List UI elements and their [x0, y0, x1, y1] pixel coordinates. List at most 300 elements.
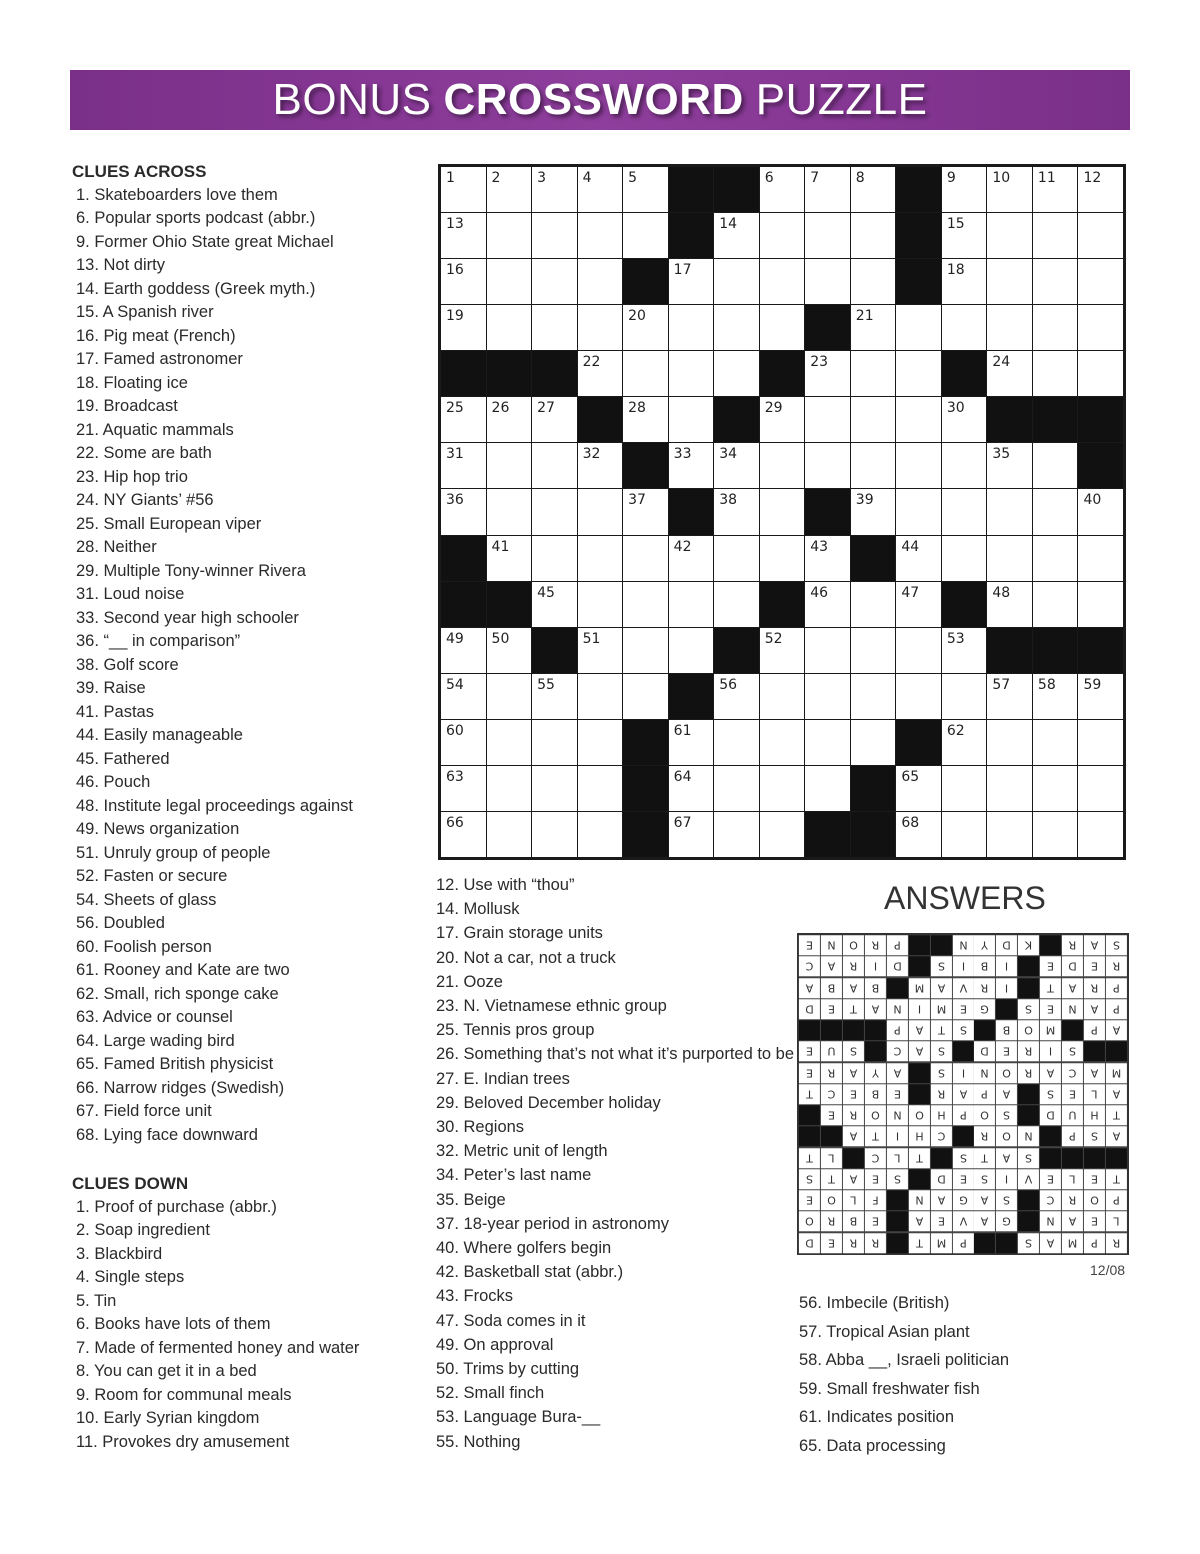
cell-number: 4 — [582, 170, 592, 186]
grid-cell[interactable] — [487, 443, 532, 488]
grid-cell-black — [1033, 628, 1078, 673]
clue-item: 60. Foolish person — [76, 937, 212, 956]
date-label: 12/08 — [1090, 1262, 1126, 1278]
grid-cell-black — [532, 628, 577, 673]
grid-cell[interactable] — [987, 812, 1032, 857]
grid-cell[interactable] — [714, 489, 759, 534]
answer-cell: A — [799, 978, 820, 998]
grid-cell[interactable] — [851, 582, 896, 627]
grid-cell[interactable] — [851, 720, 896, 765]
grid-cell[interactable] — [987, 720, 1032, 765]
grid-cell[interactable] — [987, 443, 1032, 488]
grid-cell[interactable] — [805, 720, 850, 765]
grid-cell[interactable] — [896, 674, 941, 719]
grid-cell[interactable] — [896, 443, 941, 488]
grid-cell[interactable] — [942, 674, 987, 719]
answer-cell: C — [1062, 1063, 1083, 1083]
grid-cell[interactable] — [1078, 489, 1123, 534]
grid-cell[interactable] — [942, 213, 987, 258]
grid-cell[interactable] — [532, 489, 577, 534]
grid-cell[interactable] — [714, 720, 759, 765]
cell-number: 5 — [628, 170, 638, 186]
grid-cell[interactable] — [942, 812, 987, 857]
grid-cell-black — [532, 351, 577, 396]
grid-cell[interactable] — [942, 397, 987, 442]
grid-cell[interactable] — [532, 213, 577, 258]
cell-number: 64 — [673, 768, 692, 785]
grid-cell[interactable] — [441, 397, 486, 442]
cell-number: 3 — [537, 170, 546, 186]
answer-cell: P — [1106, 1190, 1127, 1210]
grid-cell[interactable] — [760, 812, 805, 857]
grid-cell[interactable] — [441, 674, 486, 719]
grid-cell[interactable] — [623, 674, 668, 719]
cell-number: 27 — [537, 400, 555, 417]
answer-cell: E — [887, 1084, 908, 1104]
cell-number: 25 — [446, 400, 464, 417]
answer-cell: I — [953, 1063, 974, 1083]
grid-cell[interactable] — [805, 674, 850, 719]
answer-cell: I — [865, 956, 886, 976]
grid-cell[interactable] — [1078, 766, 1123, 811]
grid-cell[interactable] — [805, 443, 850, 488]
answer-cell: M — [1062, 1233, 1083, 1253]
grid-cell[interactable] — [441, 489, 486, 534]
grid-cell[interactable] — [760, 628, 805, 673]
answer-cell: P — [953, 1105, 974, 1125]
grid-cell[interactable] — [1033, 167, 1078, 212]
grid-cell[interactable] — [714, 259, 759, 304]
answer-cell-black — [799, 1020, 820, 1040]
grid-cell[interactable] — [987, 351, 1032, 396]
grid-cell[interactable] — [1078, 259, 1123, 304]
clue-item: 64. Large wading bird — [76, 1031, 235, 1050]
grid-cell[interactable] — [805, 536, 850, 581]
grid-cell[interactable] — [487, 674, 532, 719]
answers-title: ANSWERS — [884, 880, 1046, 916]
answer-cell: S — [1084, 1126, 1105, 1146]
grid-cell[interactable] — [1033, 213, 1078, 258]
grid-cell[interactable] — [441, 628, 486, 673]
grid-cell[interactable] — [487, 812, 532, 857]
grid-cell[interactable] — [1033, 674, 1078, 719]
answer-cell: R — [843, 1233, 864, 1253]
answer-cell: E — [865, 1211, 886, 1231]
answer-cell: A — [843, 1126, 864, 1146]
grid-cell[interactable] — [441, 443, 486, 488]
clue-item: 50. Trims by cutting — [436, 1360, 580, 1379]
grid-cell[interactable] — [760, 397, 805, 442]
grid-cell[interactable] — [896, 812, 941, 857]
clue-item: 14. Earth goddess (Greek myth.) — [76, 279, 316, 298]
grid-cell[interactable] — [805, 628, 850, 673]
answer-cell-black — [865, 1020, 886, 1040]
answer-cell: F — [865, 1190, 886, 1210]
grid-cell[interactable] — [487, 305, 532, 350]
answer-cell: D — [996, 935, 1017, 955]
grid-cell[interactable] — [851, 259, 896, 304]
grid-cell[interactable] — [623, 489, 668, 534]
grid-cell-black — [623, 259, 668, 304]
answer-cell: A — [974, 1190, 995, 1210]
answer-cell: O — [799, 1211, 820, 1231]
grid-cell[interactable] — [942, 305, 987, 350]
clue-item: 29. Beloved December holiday — [436, 1093, 661, 1112]
grid-cell[interactable] — [942, 167, 987, 212]
cell-number: 55 — [537, 676, 555, 693]
grid-cell[interactable] — [669, 812, 714, 857]
answer-cell-black — [996, 999, 1017, 1019]
grid-cell[interactable] — [1033, 812, 1078, 857]
grid-cell[interactable] — [532, 812, 577, 857]
cell-number: 30 — [946, 400, 965, 417]
answer-cell: N — [1062, 999, 1083, 1019]
grid-cell[interactable] — [714, 351, 759, 396]
grid-cell[interactable] — [1033, 766, 1078, 811]
grid-cell[interactable] — [942, 536, 987, 581]
grid-cell[interactable] — [578, 674, 623, 719]
answer-cell-black — [996, 1233, 1017, 1253]
grid-cell[interactable] — [441, 213, 486, 258]
answer-cell: E — [843, 1084, 864, 1104]
grid-cell[interactable] — [896, 351, 941, 396]
grid-cell[interactable] — [669, 766, 714, 811]
clue-item: 52. Fasten or secure — [76, 867, 228, 885]
grid-cell[interactable] — [487, 213, 532, 258]
clue-item: 48. Institute legal proceedings against — [76, 796, 354, 815]
answer-cell-black — [1040, 935, 1061, 955]
grid-cell-black — [805, 305, 850, 350]
answer-cell: S — [1062, 1041, 1083, 1061]
grid-cell[interactable] — [1078, 812, 1123, 857]
grid-cell[interactable] — [1078, 582, 1123, 627]
grid-cell[interactable] — [1033, 582, 1078, 627]
grid-cell-black — [714, 397, 759, 442]
grid-cell[interactable] — [896, 536, 941, 581]
grid-cell[interactable] — [1033, 720, 1078, 765]
clue-item: 45. Fathered — [76, 749, 170, 768]
grid-cell[interactable] — [851, 628, 896, 673]
grid-cell[interactable] — [669, 443, 714, 488]
grid-cell[interactable] — [623, 628, 668, 673]
clues-down-list-1 — [72, 1196, 359, 1455]
grid-cell[interactable] — [578, 766, 623, 811]
grid-cell-black — [1078, 397, 1123, 442]
grid-cell[interactable] — [487, 167, 532, 212]
answer-cell: A — [1084, 999, 1105, 1019]
grid-cell[interactable] — [1033, 443, 1078, 488]
grid-cell[interactable] — [760, 766, 805, 811]
grid-cell[interactable] — [851, 443, 896, 488]
answer-cell: E — [1084, 956, 1105, 976]
grid-cell[interactable] — [851, 397, 896, 442]
grid-cell[interactable] — [760, 720, 805, 765]
grid-cell[interactable] — [942, 628, 987, 673]
grid-cell[interactable] — [987, 259, 1032, 304]
answer-cell: I — [953, 956, 974, 976]
grid-cell[interactable] — [532, 766, 577, 811]
answer-cell: N — [953, 935, 974, 955]
grid-cell-black — [1033, 397, 1078, 442]
answer-cell-black — [1018, 956, 1039, 976]
grid-cell[interactable] — [487, 397, 532, 442]
clue-item: 34. Peter’s last name — [436, 1166, 592, 1185]
answer-cell-black — [887, 978, 908, 998]
grid-cell[interactable] — [441, 720, 486, 765]
grid-cell[interactable] — [805, 582, 850, 627]
grid-cell[interactable] — [532, 674, 577, 719]
grid-cell[interactable] — [851, 213, 896, 258]
grid-cell[interactable] — [578, 351, 623, 396]
grid-cell[interactable] — [1078, 720, 1123, 765]
grid-cell[interactable] — [805, 259, 850, 304]
answer-cell-black — [909, 935, 930, 955]
grid-cell[interactable] — [1033, 489, 1078, 534]
grid-cell[interactable] — [532, 397, 577, 442]
grid-cell[interactable] — [760, 489, 805, 534]
answer-cell: E — [799, 1190, 820, 1210]
grid-cell[interactable] — [987, 766, 1032, 811]
grid-cell[interactable] — [578, 443, 623, 488]
grid-cell[interactable] — [441, 259, 486, 304]
grid-cell[interactable] — [669, 582, 714, 627]
grid-cell[interactable] — [487, 766, 532, 811]
grid-cell[interactable] — [851, 305, 896, 350]
grid-cell[interactable] — [1078, 536, 1123, 581]
grid-cell[interactable] — [578, 167, 623, 212]
grid-cell[interactable] — [714, 305, 759, 350]
answer-cell: E — [821, 999, 842, 1019]
grid-cell[interactable] — [942, 443, 987, 488]
answer-cell: T — [974, 1148, 995, 1168]
cell-number: 41 — [491, 538, 510, 555]
grid-cell[interactable] — [760, 305, 805, 350]
grid-cell[interactable] — [1078, 674, 1123, 719]
grid-cell[interactable] — [578, 213, 623, 258]
answer-cell-black — [821, 1126, 842, 1146]
clues-across-heading: CLUES ACROSS — [72, 162, 207, 181]
answer-cell: R — [1018, 1041, 1039, 1061]
grid-cell[interactable] — [623, 305, 668, 350]
answer-cell: A — [843, 1063, 864, 1083]
grid-cell[interactable] — [1078, 305, 1123, 350]
grid-cell[interactable] — [987, 305, 1032, 350]
grid-cell[interactable] — [532, 443, 577, 488]
clue-item: 27. E. Indian trees — [436, 1069, 570, 1088]
grid-cell[interactable] — [760, 259, 805, 304]
grid-cell[interactable] — [942, 766, 987, 811]
grid-cell[interactable] — [1078, 351, 1123, 396]
grid-cell[interactable] — [669, 259, 714, 304]
clues-down — [72, 1172, 359, 1454]
cell-number: 65 — [901, 768, 920, 785]
grid-cell[interactable] — [623, 582, 668, 627]
grid-cell[interactable] — [1033, 351, 1078, 396]
grid-cell[interactable] — [851, 167, 896, 212]
grid-cell[interactable] — [623, 167, 668, 212]
grid-cell[interactable] — [760, 536, 805, 581]
grid-cell[interactable] — [714, 674, 759, 719]
cell-number: 61 — [673, 722, 692, 739]
crossword-grid — [438, 164, 1126, 860]
grid-cell[interactable] — [441, 305, 486, 350]
grid-cell[interactable] — [532, 536, 577, 581]
grid-cell[interactable] — [578, 720, 623, 765]
clue-item: 25. Small European viper — [76, 514, 262, 533]
grid-cell[interactable] — [623, 536, 668, 581]
cell-number: 43 — [810, 538, 829, 555]
grid-cell[interactable] — [532, 582, 577, 627]
grid-cell[interactable] — [669, 628, 714, 673]
answer-cell: E — [1040, 1169, 1061, 1189]
grid-cell[interactable] — [578, 536, 623, 581]
grid-cell-black — [1078, 628, 1123, 673]
grid-cell[interactable] — [760, 674, 805, 719]
grid-cell[interactable] — [942, 259, 987, 304]
grid-cell[interactable] — [987, 582, 1032, 627]
grid-cell[interactable] — [578, 812, 623, 857]
grid-cell[interactable] — [532, 167, 577, 212]
clue-item: 36. “__ in comparison” — [76, 632, 241, 650]
answer-cell: M — [1106, 1063, 1127, 1083]
grid-cell[interactable] — [851, 489, 896, 534]
grid-cell[interactable] — [669, 536, 714, 581]
answer-cell: T — [821, 1169, 842, 1189]
clue-item: 17. Famed astronomer — [76, 350, 243, 368]
grid-cell[interactable] — [714, 582, 759, 627]
answer-cell: S — [931, 1041, 952, 1061]
grid-cell[interactable] — [487, 489, 532, 534]
grid-cell[interactable] — [896, 397, 941, 442]
grid-cell[interactable] — [1033, 536, 1078, 581]
clue-item: 28. Neither — [76, 538, 157, 556]
grid-cell[interactable] — [623, 397, 668, 442]
grid-cell[interactable] — [487, 628, 532, 673]
grid-cell[interactable] — [441, 812, 486, 857]
grid-cell[interactable] — [623, 351, 668, 396]
grid-cell[interactable] — [487, 536, 532, 581]
grid-cell[interactable] — [714, 213, 759, 258]
answer-cell: L — [821, 1148, 842, 1168]
grid-cell[interactable] — [578, 582, 623, 627]
grid-cell[interactable] — [760, 213, 805, 258]
grid-cell[interactable] — [1033, 305, 1078, 350]
grid-cell[interactable] — [669, 351, 714, 396]
grid-cell[interactable] — [578, 489, 623, 534]
grid-cell[interactable] — [896, 305, 941, 350]
clue-item: 1. Proof of purchase (abbr.) — [76, 1197, 277, 1216]
grid-cell[interactable] — [942, 489, 987, 534]
grid-cell[interactable] — [851, 674, 896, 719]
grid-cell[interactable] — [714, 443, 759, 488]
grid-cell[interactable] — [714, 812, 759, 857]
answer-cell: A — [865, 999, 886, 1019]
cell-number: 11 — [1037, 170, 1056, 186]
clue-item: 57. Tropical Asian plant — [799, 1322, 970, 1341]
grid-cell[interactable] — [896, 489, 941, 534]
answer-cell-black — [931, 935, 952, 955]
answer-cell-black — [843, 1020, 864, 1040]
grid-cell[interactable] — [441, 766, 486, 811]
answer-cell: C — [821, 1084, 842, 1104]
grid-cell[interactable] — [487, 259, 532, 304]
clue-item: 65. Data processing — [799, 1436, 946, 1455]
clue-item: 56. Imbecile (British) — [799, 1294, 950, 1312]
grid-cell[interactable] — [987, 489, 1032, 534]
grid-cell[interactable] — [760, 167, 805, 212]
clue-item: 55. Nothing — [436, 1432, 521, 1451]
grid-cell[interactable] — [805, 397, 850, 442]
grid-cell[interactable] — [578, 305, 623, 350]
grid-cell[interactable] — [896, 628, 941, 673]
grid-cell-black — [669, 167, 714, 212]
grid-cell[interactable] — [896, 766, 941, 811]
answer-cell: N — [974, 1063, 995, 1083]
grid-cell[interactable] — [578, 259, 623, 304]
cell-number: 59 — [1083, 676, 1102, 693]
cell-number: 24 — [992, 354, 1011, 371]
grid-cell[interactable] — [532, 720, 577, 765]
grid-cell[interactable] — [851, 351, 896, 396]
grid-cell[interactable] — [578, 628, 623, 673]
grid-cell-black — [896, 213, 941, 258]
clue-item: 22. Some are bath — [76, 444, 212, 462]
answer-cell: N — [887, 1105, 908, 1125]
grid-cell[interactable] — [805, 213, 850, 258]
answer-cell: R — [821, 1063, 842, 1083]
grid-cell[interactable] — [669, 305, 714, 350]
cell-number: 23 — [810, 354, 829, 371]
answer-cell: D — [1040, 1105, 1061, 1125]
grid-cell[interactable] — [987, 674, 1032, 719]
grid-cell[interactable] — [532, 259, 577, 304]
grid-cell[interactable] — [441, 167, 486, 212]
grid-cell[interactable] — [760, 443, 805, 488]
clue-item: 56. Doubled — [76, 914, 165, 932]
grid-cell[interactable] — [487, 720, 532, 765]
cell-number: 9 — [946, 170, 956, 186]
grid-cell[interactable] — [805, 351, 850, 396]
clue-item: 37. 18-year period in astronomy — [436, 1214, 669, 1233]
answer-cell-black — [887, 1211, 908, 1231]
answer-cell: P — [1062, 1126, 1083, 1146]
grid-cell[interactable] — [532, 305, 577, 350]
grid-cell[interactable] — [669, 397, 714, 442]
grid-cell[interactable] — [669, 720, 714, 765]
answer-cell-black — [1018, 1084, 1039, 1104]
answer-cell: N — [887, 999, 908, 1019]
grid-cell[interactable] — [1078, 167, 1123, 212]
grid-cell[interactable] — [942, 720, 987, 765]
grid-cell[interactable] — [1033, 259, 1078, 304]
grid-cell[interactable] — [714, 536, 759, 581]
grid-cell[interactable] — [987, 536, 1032, 581]
answers-grid — [797, 933, 1129, 1255]
grid-cell[interactable] — [623, 213, 668, 258]
grid-cell[interactable] — [805, 167, 850, 212]
grid-cell[interactable] — [987, 213, 1032, 258]
answer-cell: N — [909, 1190, 930, 1210]
grid-cell[interactable] — [1078, 213, 1123, 258]
clue-item: 14. Mollusk — [436, 900, 520, 919]
grid-cell[interactable] — [805, 766, 850, 811]
cell-number: 46 — [810, 584, 829, 601]
cell-number: 47 — [901, 584, 920, 601]
grid-cell[interactable] — [896, 582, 941, 627]
grid-cell[interactable] — [987, 167, 1032, 212]
answer-cell-black — [909, 1063, 930, 1083]
grid-cell[interactable] — [714, 766, 759, 811]
